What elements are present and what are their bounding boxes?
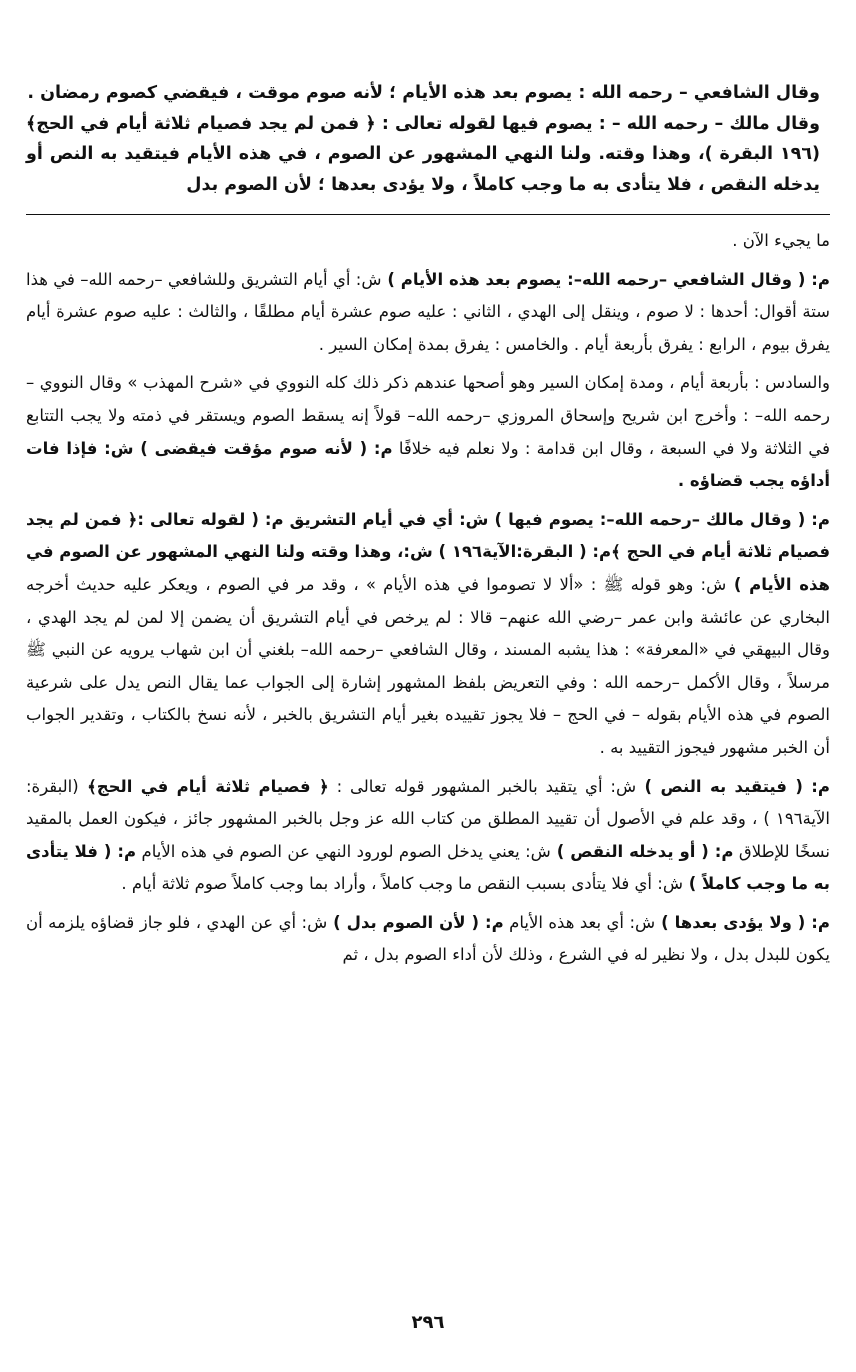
commentary-text: ش: أي فلا يتأدى بسبب النقص ما وجب كاملاً ، وأراد بما وجب كاملاً صوم ثلاثة أيام .	[121, 874, 683, 894]
matn-quote: م: ( فلا يتأدى به ما وجب كاملاً )	[26, 841, 830, 894]
commentary-paragraph	[26, 771, 830, 901]
quran-quote: ﴿ فصيام ثلاثة أيام في الحج﴾	[78, 776, 329, 796]
matn-quote: م: ( وقال مالك –رحمه الله–: يصوم فيها ) ش: أي في أيام التشريق م: ( لقوله تعالى :﴿ فمن لم يجد فصيام ثلاثة أيام في الحج ﴾م: ( البقرة:الآية١٩٦ ) ش:، وهذا وقته ولنا النهي المشهور عن الصوم في هذه الأيام )	[26, 509, 831, 594]
commentary-paragraph	[26, 264, 830, 362]
commentary-paragraph	[26, 907, 830, 972]
matn-quote: م: ( لأن الصوم بدل )	[327, 912, 504, 932]
main-text-paragraph: وقال الشافعي – رحمه الله : يصوم بعد هذه الأيام ؛ لأنه صوم موقت ، فيقضي كصوم رمضان .	[27, 83, 820, 103]
commentary-block	[26, 225, 830, 972]
commentary-text: (البقرة: الآية١٩٦ ) ، وقد علم في الأصول أن تقييد المطلق من كتاب الله عز وجل بالخبر المشهور جائز ، فيكون العمل بالمقيد نسخًا للإطلاق	[26, 776, 830, 861]
commentary-text: ش: وهو قوله ﷺ : «ألا لا تصوموا في هذه الأيام » ، وقد مر في الصوم ، ويعكر عليه حديث أخرجه البخاري عن عائشة وابن عمر –رضي الله عنهم– قالا : لم يرخص في أيام التشريق أن يضمن إلا لمن لم يجد الهدي ، وقال البيهقي في «المعرفة» : هذا يشبه المسند ، وقال الشافعي –رحمه الله– بلغني أن ابن شهاب يرويه عن النبي ﷺ مرسلاً ، وقال الأكمل –رحمه الله : وفي التعريض بلفظ المشهور إشارة إلى الجواب عما يقال النص يدل على شرعية الصوم في هذه الأيام بقوله – في الحج – فلا يجوز تقييده بغير أيام التشريق بالخبر ، لأنه نسخ بالكتاب ، وتقدير الجواب أن الخبر مشهور فيجوز التقييد به .	[26, 574, 830, 757]
main-text-block	[26, 78, 830, 200]
commentary-text: والسادس : بأربعة أيام ، ومدة إمكان السير وهو أصحها عندهم ذكر ذلك كله النووي في «شرح المهذب » وقال النووي –رحمه الله– : وأخرج ابن شريح وإسحاق المروزي –رحمه الله– قولاً إنه يسقط الصوم ويستقر في ذمته ولا يجب التتابع في الثلاثة ولا في السبعة ، وقال ابن قدامة : ولا نعلم فيه خلافًا	[26, 373, 830, 458]
commentary-paragraph	[26, 225, 830, 258]
matn-quote: م: ( ولا يؤدى بعدها )	[655, 912, 830, 932]
commentary-text: ش: أي بعد هذه الأيام	[503, 912, 656, 932]
commentary-paragraph	[26, 504, 830, 765]
commentary-paragraph	[26, 367, 830, 497]
commentary-text: ش: أي يتقيد بالخبر المشهور قوله تعالى :	[328, 776, 637, 796]
commentary-text: ما يجيء الآن .	[732, 231, 830, 250]
commentary-text: ش: أي أيام التشريق وللشافعي –رحمه الله– في هذا ستة أقوال: أحدها : لا صوم ، وينقل إلى الهدي ، الثاني : عليه صوم عشرة أيام مطلقًا ، والثالث : عليه صوم عشرة أيام يفرق بيوم ، الرابع : يفرق بأربعة أيام . والخامس : يفرق بمدة إمكان السير .	[26, 269, 830, 354]
main-text-paragraph: وقال مالك – رحمه الله – : يصوم فيها لقوله تعالى : ﴿ فمن لم يجد فصيام ثلاثة أيام في الحج﴾ (١٩٦ البقرة )، وهذا وقته. ولنا النهي المشهور عن الصوم ، في هذه الأيام فيتقيد به النص أو يدخله النقص ، فلا يتأدى به ما وجب كاملاً ، ولا يؤدى بعدها ؛ لأن الصوم بدل	[26, 113, 820, 195]
commentary-text: ش: يعني يدخل الصوم لورود النهي عن الصوم في هذه الأيام	[136, 841, 551, 861]
commentary-text: ش: أي عن الهدي ، فلو جاز قضاؤه يلزمه أن يكون للبدل بدل ، ولا نظير له في الشرع ، وذلك لأن أداء الصوم بدل ، ثم	[26, 912, 830, 965]
matn-quote: م: ( فيتقيد به النص )	[636, 776, 830, 796]
matn-quote: م: ( لأنه صوم مؤقت فيقضى ) ش: فإذا فات أداؤه يجب قضاؤه .	[26, 438, 830, 491]
page-number: ٢٩٦	[411, 1312, 445, 1333]
matn-quote: م: ( وقال الشافعي –رحمه الله–: يصوم بعد هذه الأيام )	[381, 269, 830, 289]
matn-quote: م: ( أو يدخله النقص )	[550, 841, 734, 861]
section-divider	[26, 214, 830, 215]
